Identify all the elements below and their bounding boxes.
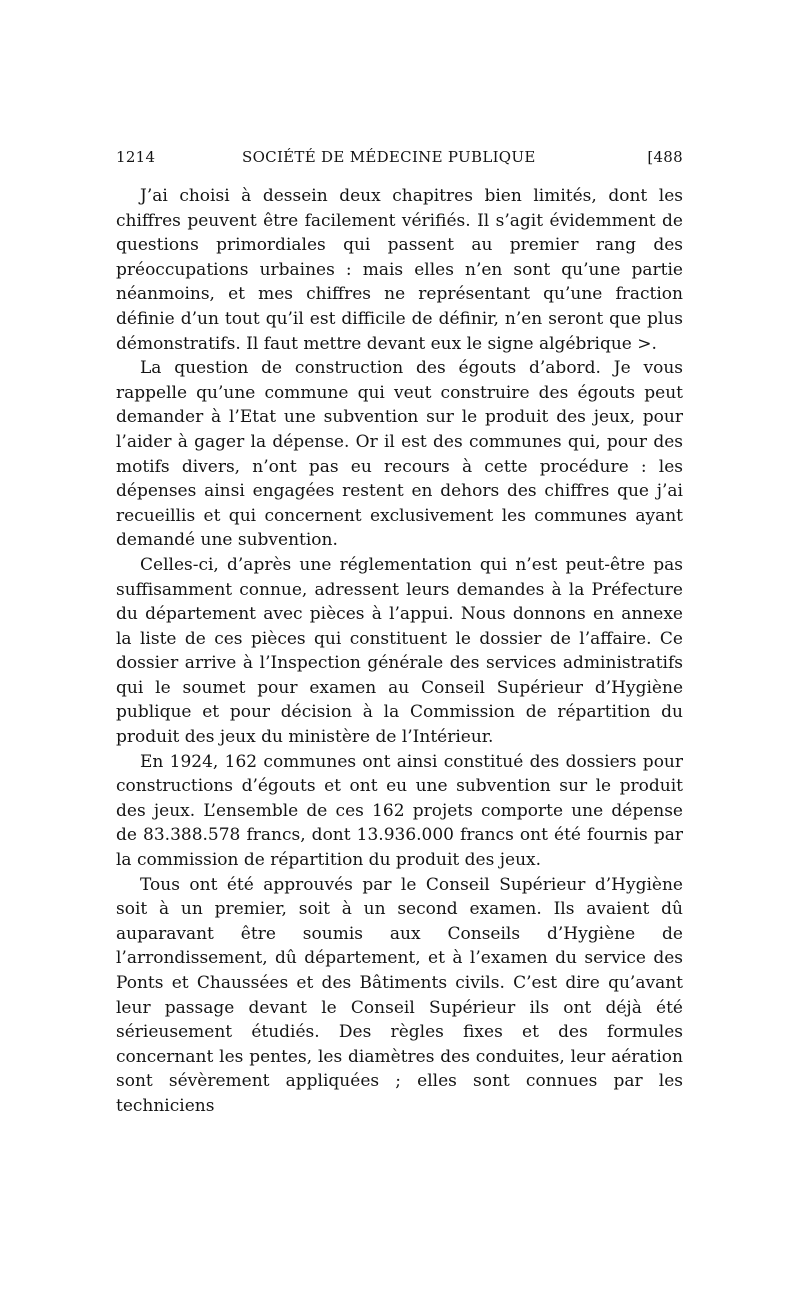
paragraph-3: Celles-ci, d’après une réglementation qui n’est peut-être pas suffisamment connue, adressent leurs demandes à la Préfecture du département avec pièces à l’appui. Nous donnons en annexe la liste de ces pièces qui constituent le dossier de l’affaire. Ce dossier arrive à l’Inspection générale des services administratifs qui le soumet pour examen au Conseil Supérieur d’Hygiène publique et pour décision à la Commission de répartition du produit des jeux du ministère de l’Intérieur. xyxy=(116,554,683,748)
paragraph-1: J’ai choisi à dessein deux chapitres bien limités, dont les chiffres peuvent être facilement vérifiés. Il s’agit évidemment de questions primordiales qui passent au premier rang des préoccupations urbaines : mais elles n’en sont qu’une partie néanmoins, et mes chiffres ne représentant qu’une fraction définie d’un tout qu’il est difficile de définir, n’en seront que plus démonstratifs. Il faut mettre devant eux le signe algébrique >. xyxy=(116,186,683,354)
paragraph-5: Tous ont été approuvés par le Conseil Supérieur d’Hygiène soit à un premier, soit à un second examen. Ils avaient dû auparavant être soumis aux Conseils d’Hygiène de l’arrondissement, dû département, et à l’examen du service des Ponts et Chaussées et des Bâtiments civils. C’est dire qu’avant leur passage devant le Conseil Supérieur ils ont déjà été sérieusement étudiés. Des règles fixes et des formules concernant les pentes, les diamètres des conduites, leur aération sont sévèrement appliquées ; elles sont connues par les techniciens xyxy=(116,874,683,1116)
page-number: 1214 xyxy=(116,148,156,166)
paragraph-2: La question de construction des égouts d’abord. Je vous rappelle qu’une commune qui veut construire des égouts peut demander à l’Etat une subvention sur le produit des jeux, pour l’aider à gager la dépense. Or il est des communes qui, pour des motifs divers, n’ont pas eu recours à cette procédure : les dépenses ainsi engagées restent en dehors des chiffres que j’ai recueillis et qui concernent exclusivement les communes ayant demandé une subvention. xyxy=(116,358,683,551)
paragraph-4: En 1924, 162 communes ont ainsi constitué des dossiers pour constructions d’égouts et ont eu une subvention sur le produit des jeux. L’ensemble de ces 162 projets comporte une dépense de 83.388.578 francs, dont 13.936.000 francs ont été fournis par la commission de répartition du produit des jeux. xyxy=(116,751,683,871)
body-text xyxy=(116,184,683,1119)
bracket-page-number: [488 xyxy=(647,148,683,166)
running-header xyxy=(116,148,683,172)
running-title: SOCIÉTÉ DE MÉDECINE PUBLIQUE xyxy=(242,148,536,166)
